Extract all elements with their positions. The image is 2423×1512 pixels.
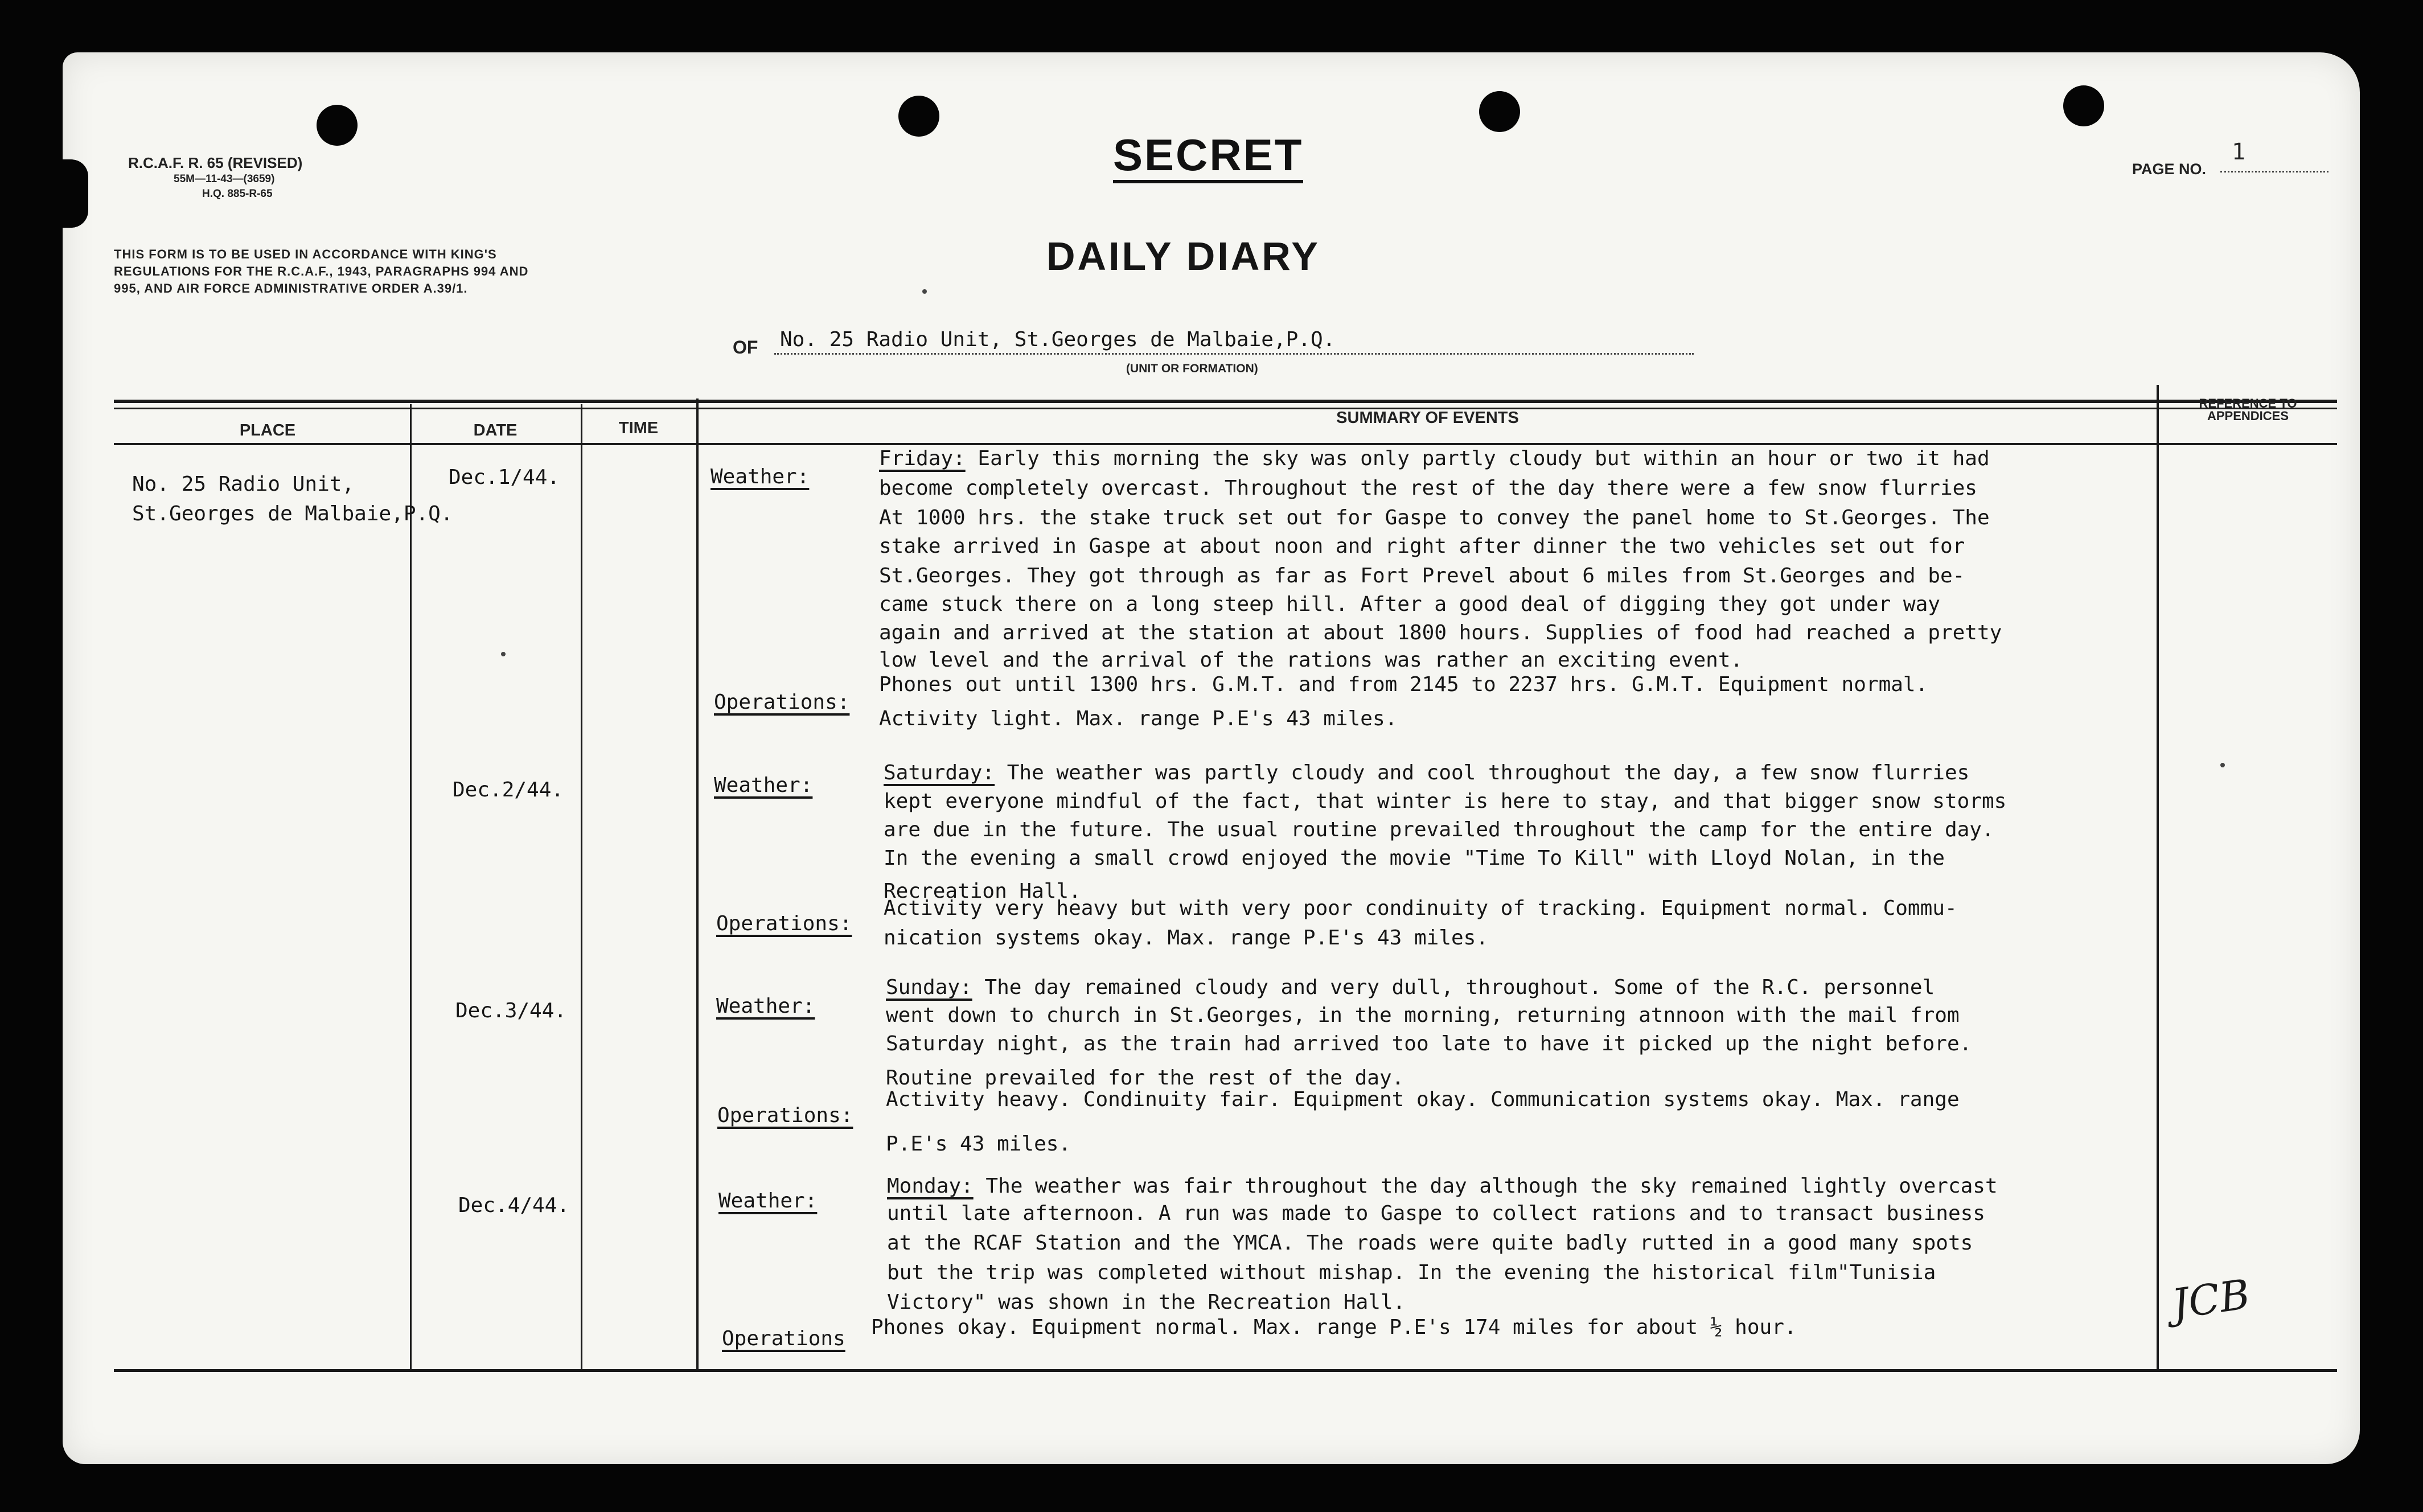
weather-text-line: At 1000 hrs. the stake truck set out for Gaspe to convey the panel home to St.Georges. The [879,506,1990,529]
column-header-time: TIME [618,419,659,437]
operations-text-line: nication systems okay. Max. range P.E's 43 miles. [884,926,1489,950]
weather-label: Weather: [716,995,815,1018]
operations-label: Operations: [717,1104,853,1127]
day-name: Sunday: [886,976,972,999]
weather-label: Weather: [718,1189,818,1213]
punch-hole [2063,85,2104,126]
entry-date: Dec.2/44. [453,778,564,802]
weather-text-line: but the trip was completed without mishap. In the evening the historical film"Tunisia [887,1261,1936,1284]
weather-text-line: are due in the future. The usual routine prevailed throughout the camp for the entire day. [884,818,1994,841]
weather-label: Weather: [711,465,810,488]
weather-text-line: St.Georges. They got through as far as Fort Prevel about 6 miles from St.Georges and be- [879,564,1965,587]
print-code: 55M—11-43—(3659) [174,173,275,185]
weather-label: Weather: [714,774,813,797]
weather-text-line: low level and the arrival of the rations was rather an exciting event. [879,648,1743,672]
weather-text-start: The day remained cloudy and very dull, throughout. Some of the R.C. personnel [972,976,1935,999]
form-number: R.C.A.F. R. 65 (REVISED) [128,154,303,171]
weather-text-line: stake arrived in Gaspe at about noon and right after dinner the two vehicles set out for [879,535,1965,558]
punch-hole [1479,91,1520,132]
torn-corner [54,159,88,228]
hq-code: H.Q. 885-R-65 [202,188,273,200]
column-header-reference-line1: REFERENCE TO [2199,396,2297,410]
weather-text-start: The weather was partly cloudy and cool throughout the day, a few snow flurries [995,761,1970,784]
form-identifier [128,154,302,202]
weather-text-line: came stuck there on a long steep hill. After a good deal of digging they got under way [879,593,1940,616]
operations-text-line: Activity light. Max. range P.E's 43 miles. [879,707,1398,730]
weather-text-line: again and arrived at the station at about 1800 hours. Supplies of food had reached a pretty [879,621,2002,644]
unit-name: No. 25 Radio Unit, St.Georges de Malbaie,P.Q. [780,328,1336,351]
column-header-summary: SUMMARY OF EVENTS [1336,409,1519,427]
page-number-label: PAGE NO. [2132,161,2207,178]
weather-text-line: Saturday night, as the train had arrived too late to have it picked up the night before. [886,1032,1972,1055]
header-bottom-rule [114,443,2337,445]
punch-hole [317,105,358,146]
weather-text-first [886,976,1935,999]
reference-initials: JCB [2169,1269,2253,1329]
weather-text-line: Victory" was shown in the Recreation Hall. [887,1291,1406,1314]
regulation-note: THIS FORM IS TO BE USED IN ACCORDANCE WITH KING'S REGULATIONS FOR THE R.C.A.F., 1943, PARAGRAPHS 994 AND 995, AND AIR FORCE ADMINISTRATIVE ORDER A.39/1. [114,247,529,295]
day-name: Friday: [879,447,966,470]
page-title: DAILY DIARY [1046,234,1320,278]
table-bottom-rule [114,1369,2337,1372]
weather-text-line: kept everyone mindful of the fact, that winter is here to stay, and that bigger snow storms [884,790,2007,813]
weather-text-start: The weather was fair throughout the day although the sky remained lightly overcast [973,1174,1998,1198]
page-number-line [2220,171,2328,172]
weather-text-line: at the RCAF Station and the YMCA. The roads were quite badly rutted in a good many spots [887,1231,1973,1255]
operations-label: Operations: [716,912,852,935]
operations-text-line: P.E's 43 miles. [886,1132,1071,1156]
weather-text-first [887,1175,1998,1198]
column-divider [410,404,412,1369]
day-name: Monday: [887,1174,974,1198]
of-label: OF [733,337,758,358]
page-number-value: 1 [2232,139,2246,165]
paper-speck [2220,763,2225,767]
weather-text-line: In the evening a small crowd enjoyed the movie "Time To Kill" with Lloyd Nolan, in the [884,847,1945,870]
weather-text-first [879,447,1990,470]
column-divider [2157,385,2159,1369]
entry-date: Dec.4/44. [458,1194,570,1217]
entry-date: Dec.1/44. [449,466,560,489]
operations-label: Operations [722,1327,845,1350]
entry-date: Dec.3/44. [455,999,567,1022]
operations-text-line: Activity heavy. Condinuity fair. Equipment okay. Communication systems okay. Max. range [886,1088,1960,1111]
column-divider [696,398,699,1369]
punch-hole [898,96,939,137]
unit-caption: (UNIT OR FORMATION) [1126,362,1258,375]
paper-speck [922,289,927,294]
place-cell: No. 25 Radio Unit, St.Georges de Malbaie,P.Q. [132,472,453,525]
weather-text-line: went down to church in St.Georges, in the morning, returning atnnoon with the mail from [886,1004,1960,1027]
weather-text-line: Recreation Hall. [884,880,1081,903]
column-header-date: DATE [473,421,518,439]
table-top-rule [114,400,2337,403]
classification-heading: SECRET [1113,130,1303,183]
operations-label: Operations: [714,691,850,714]
weather-text-line: until late afternoon. A run was made to Gaspe to collect rations and to transact business [887,1202,1985,1225]
day-name: Saturday: [884,761,995,784]
operations-text-line: Phones okay. Equipment normal. Max. range P.E's 174 miles for about ½ hour. [871,1316,1797,1339]
column-header-reference [2159,397,2337,422]
weather-text-line: Routine prevailed for the rest of the day. [886,1066,1404,1090]
column-header-place: PLACE [239,421,296,439]
unit-underline [774,353,1694,355]
operations-text-line: Activity very heavy but with very poor condinuity of tracking. Equipment normal. Commu- [884,897,1957,920]
weather-text-first [884,762,1969,784]
operations-text-line: Phones out until 1300 hrs. G.M.T. and from 2145 to 2237 hrs. G.M.T. Equipment normal. [879,673,1928,696]
column-header-reference-line2: APPENDICES [2207,409,2289,423]
weather-text-start: Early this morning the sky was only partly cloudy but within an hour or two it had [965,447,1990,470]
weather-text-line: become completely overcast. Throughout the rest of the day there were a few snow flurries [879,476,1977,500]
paper-speck [501,652,506,656]
column-divider [581,404,582,1369]
